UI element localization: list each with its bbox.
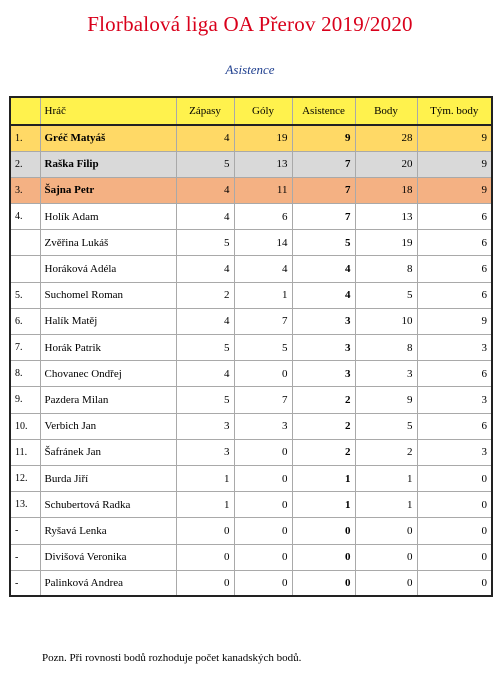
table-row [10,492,492,518]
assists-cell: 0 [292,570,355,596]
assists-cell: 1 [292,492,355,518]
rank-cell: 6. [10,308,40,334]
player-name: Halík Matěj [40,308,176,334]
header-assists: Asistence [292,97,355,125]
goals-cell: 0 [234,361,292,387]
footnote: Pozn. Při rovnosti bodů rozhoduje počet kanadských bodů. [42,652,302,664]
team-points-cell: 6 [417,361,492,387]
matches-cell: 5 [176,387,234,413]
table-row [10,361,492,387]
rank-cell: 1. [10,125,40,151]
matches-cell: 0 [176,544,234,570]
goals-cell: 0 [234,544,292,570]
rank-cell: 8. [10,361,40,387]
table-row [10,570,492,596]
player-name: Palinková Andrea [40,570,176,596]
table-row [10,204,492,230]
goals-cell: 4 [234,256,292,282]
team-points-cell: 0 [417,544,492,570]
assists-cell: 1 [292,465,355,491]
matches-cell: 5 [176,335,234,361]
points-cell: 2 [355,439,417,465]
assists-cell: 2 [292,439,355,465]
team-points-cell: 6 [417,413,492,439]
header-player: Hráč [40,97,176,125]
assists-cell: 4 [292,282,355,308]
rank-cell [10,230,40,256]
team-points-cell: 9 [417,177,492,203]
points-cell: 18 [355,177,417,203]
page-title: Florbalová liga OA Přerov 2019/2020 [87,12,413,36]
matches-cell: 4 [176,308,234,334]
rank-cell: 7. [10,335,40,361]
points-cell: 19 [355,230,417,256]
player-name: Pazdera Milan [40,387,176,413]
player-name: Ryšavá Lenka [40,518,176,544]
header-points: Body [355,97,417,125]
assists-cell: 5 [292,230,355,256]
assists-cell: 4 [292,256,355,282]
table-row [10,256,492,282]
team-points-cell: 3 [417,387,492,413]
points-cell: 0 [355,570,417,596]
rank-cell: 11. [10,439,40,465]
team-points-cell: 0 [417,570,492,596]
table-row [10,177,492,203]
team-points-cell: 6 [417,282,492,308]
matches-cell: 0 [176,570,234,596]
assists-cell: 7 [292,177,355,203]
team-points-cell: 6 [417,204,492,230]
points-cell: 5 [355,413,417,439]
player-name: Suchomel Roman [40,282,176,308]
table-row [10,335,492,361]
points-cell: 8 [355,335,417,361]
table-row [10,151,492,177]
rank-cell: 4. [10,204,40,230]
points-cell: 1 [355,465,417,491]
matches-cell: 3 [176,413,234,439]
team-points-cell: 3 [417,335,492,361]
standings-table [9,96,493,597]
table-row [10,387,492,413]
goals-cell: 0 [234,439,292,465]
player-name: Holík Adam [40,204,176,230]
points-cell: 13 [355,204,417,230]
points-cell: 28 [355,125,417,151]
team-points-cell: 0 [417,492,492,518]
rank-cell: 10. [10,413,40,439]
player-name: Chovanec Ondřej [40,361,176,387]
header-matches: Zápasy [176,97,234,125]
points-cell: 5 [355,282,417,308]
points-cell: 9 [355,387,417,413]
team-points-cell: 0 [417,518,492,544]
table-row [10,518,492,544]
rank-cell [10,256,40,282]
points-cell: 0 [355,518,417,544]
matches-cell: 4 [176,361,234,387]
goals-cell: 19 [234,125,292,151]
team-points-cell: 3 [417,439,492,465]
team-points-cell: 6 [417,230,492,256]
rank-cell: - [10,570,40,596]
goals-cell: 7 [234,387,292,413]
goals-cell: 3 [234,413,292,439]
table-row [10,230,492,256]
goals-cell: 0 [234,465,292,491]
header-goals: Góly [234,97,292,125]
table-row [10,308,492,334]
assists-cell: 3 [292,308,355,334]
player-name: Raška Filip [40,151,176,177]
matches-cell: 1 [176,465,234,491]
matches-cell: 4 [176,125,234,151]
player-name: Horáková Adéla [40,256,176,282]
header-team-points: Tým. body [417,97,492,125]
player-name: Divišová Veronika [40,544,176,570]
team-points-cell: 9 [417,125,492,151]
rank-cell: 5. [10,282,40,308]
page-subtitle: Asistence [225,62,275,77]
player-name: Schubertová Radka [40,492,176,518]
player-name: Šajna Petr [40,177,176,203]
matches-cell: 0 [176,518,234,544]
goals-cell: 13 [234,151,292,177]
matches-cell: 2 [176,282,234,308]
player-name: Šafránek Jan [40,439,176,465]
rank-cell: 12. [10,465,40,491]
goals-cell: 14 [234,230,292,256]
assists-cell: 0 [292,518,355,544]
rank-cell: - [10,518,40,544]
goals-cell: 11 [234,177,292,203]
assists-cell: 0 [292,544,355,570]
matches-cell: 5 [176,151,234,177]
assists-cell: 2 [292,413,355,439]
points-cell: 8 [355,256,417,282]
matches-cell: 5 [176,230,234,256]
assists-cell: 7 [292,204,355,230]
player-name: Gréč Matyáš [40,125,176,151]
points-cell: 3 [355,361,417,387]
points-cell: 20 [355,151,417,177]
assists-cell: 3 [292,335,355,361]
table-row [10,282,492,308]
player-name: Verbich Jan [40,413,176,439]
matches-cell: 1 [176,492,234,518]
assists-cell: 3 [292,361,355,387]
team-points-cell: 6 [417,256,492,282]
team-points-cell: 9 [417,308,492,334]
matches-cell: 3 [176,439,234,465]
player-name: Burda Jiří [40,465,176,491]
goals-cell: 5 [234,335,292,361]
header-rank [10,97,40,125]
goals-cell: 6 [234,204,292,230]
rank-cell: 2. [10,151,40,177]
header-row [10,97,492,125]
goals-cell: 0 [234,518,292,544]
table-row [10,439,492,465]
matches-cell: 4 [176,204,234,230]
table-row [10,465,492,491]
table-row [10,413,492,439]
goals-cell: 0 [234,492,292,518]
assists-cell: 2 [292,387,355,413]
matches-cell: 4 [176,177,234,203]
player-name: Horák Patrik [40,335,176,361]
table-row [10,544,492,570]
team-points-cell: 0 [417,465,492,491]
table-row [10,125,492,151]
team-points-cell: 9 [417,151,492,177]
rank-cell: 9. [10,387,40,413]
player-name: Zvěřina Lukáš [40,230,176,256]
points-cell: 10 [355,308,417,334]
points-cell: 0 [355,544,417,570]
rank-cell: - [10,544,40,570]
goals-cell: 0 [234,570,292,596]
goals-cell: 1 [234,282,292,308]
rank-cell: 3. [10,177,40,203]
rank-cell: 13. [10,492,40,518]
matches-cell: 4 [176,256,234,282]
assists-cell: 7 [292,151,355,177]
assists-cell: 9 [292,125,355,151]
points-cell: 1 [355,492,417,518]
goals-cell: 7 [234,308,292,334]
